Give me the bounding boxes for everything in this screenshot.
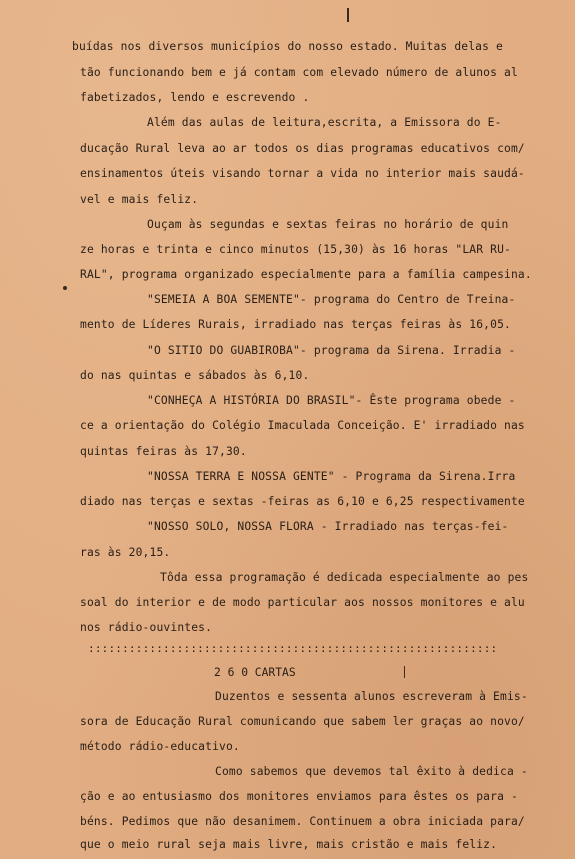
text-line: RAL", programa organizado especialmente para a família campesina. xyxy=(80,268,532,281)
text-line: quintas feiras às 17,30. xyxy=(80,445,247,458)
text-line: "O SITIO DO GUABIROBA"- programa da Sirena. Irradia - xyxy=(147,344,516,357)
text-line: ducação Rural leva ao ar todos os dias programas educativos com/ xyxy=(80,142,525,155)
text-line: "CONHEÇA A HISTÓRIA DO BRASIL"- Êste programa obede - xyxy=(147,394,516,407)
text-line: ensinamentos úteis visando tornar a vida no interior mais saudá- xyxy=(80,167,525,180)
ink-mark xyxy=(404,666,405,678)
text-line: Ouçam às segundas e sextas feiras no horário de quin xyxy=(147,218,509,231)
text-line: ção e ao entusiasmo dos monitores enviamos para êstes os para - xyxy=(80,790,518,803)
text-line: ras às 20,15. xyxy=(80,546,171,559)
ink-mark xyxy=(347,8,349,22)
text-line: soal do interior e de modo particular aos nossos monitores e alu xyxy=(80,596,525,609)
text-line: ce a orientação do Colégio Imaculada Conceição. E' irradiado nas xyxy=(80,419,525,432)
text-line: diado nas terças e sextas -feiras as 6,10 e 6,25 respectivamente xyxy=(80,495,525,508)
text-line: Como sabemos que devemos tal êxito à dedica - xyxy=(215,765,528,778)
text-line: sora de Educação Rural comunicando que sabem ler graças ao novo/ xyxy=(80,715,525,728)
text-line: Além das aulas de leitura,escrita, a Emissora do E- xyxy=(147,116,502,129)
text-line: tão funcionando bem e já contam com elevado número de alunos al xyxy=(80,66,518,79)
text-line: vel e mais feliz. xyxy=(80,193,199,206)
text-line: "SEMEIA A BOA SEMENTE"- programa do Centro de Treina- xyxy=(147,293,516,306)
text-line: do nas quintas e sábados às 6,10. xyxy=(80,369,310,382)
ink-mark xyxy=(63,286,67,290)
text-line: fabetizados, lendo e escrevendo . xyxy=(80,91,310,104)
text-line: mento de Líderes Rurais, irradiado nas terças feiras às 16,05. xyxy=(80,318,511,331)
text-line: Duzentos e sessenta alunos escreveram à Emis- xyxy=(215,690,528,703)
text-line: buídas nos diversos municípios do nosso estado. Muitas delas e xyxy=(72,40,503,53)
section-heading: 2 6 0 CARTAS xyxy=(214,666,296,679)
text-line: béns. Pedimos que não desanimem. Continuem a obra iniciada para/ xyxy=(80,815,525,828)
text-line: nos rádio-ouvintes. xyxy=(80,621,213,634)
text-line: Tôda essa programação é dedicada especialmente ao pes xyxy=(160,571,529,584)
text-line: que o meio rural seja mais livre, mais cristão e mais feliz. xyxy=(80,838,498,851)
text-line: "NOSSO SOLO, NOSSA FLORA - Irradiado nas terças-fei- xyxy=(147,520,509,533)
text-line: "NOSSA TERRA E NOSSA GENTE" - Programa da Sirena.Irra xyxy=(147,470,516,483)
dotted-divider: :::::::::::::::::::::::::::::::::::::::::::::::::::::::::::: xyxy=(88,642,498,655)
text-line: método rádio-educativo. xyxy=(80,740,240,753)
text-line: ze horas e trinta e cinco minutos (15,30) às 16 horas "LAR RU- xyxy=(80,243,511,256)
